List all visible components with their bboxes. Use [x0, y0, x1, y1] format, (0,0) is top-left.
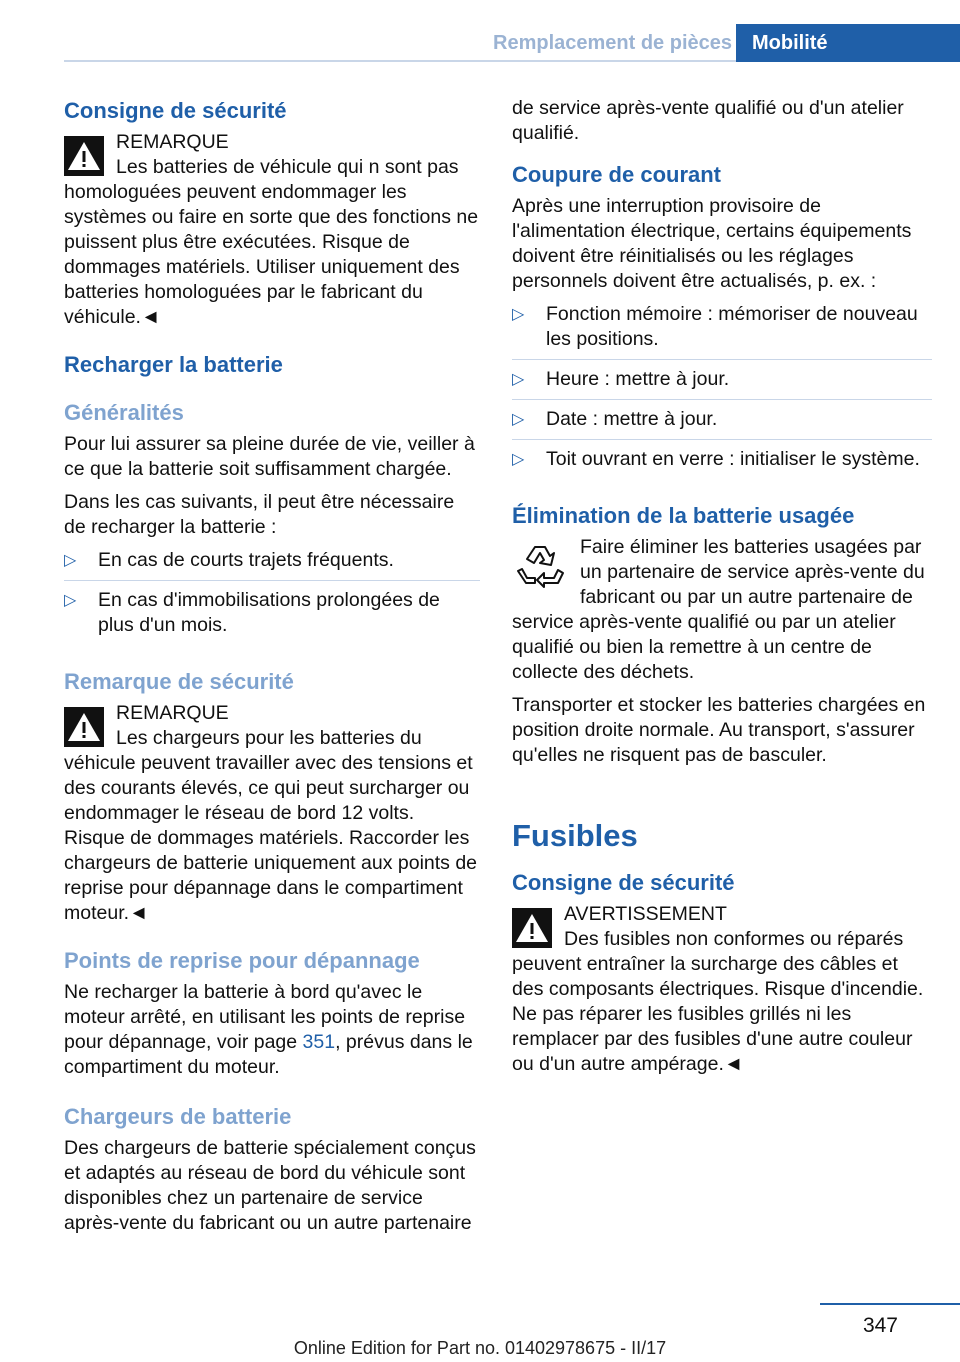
fuse-warning-block: [512, 902, 932, 1077]
header-rule: [64, 60, 736, 62]
disposal-paragraph: Faire éliminer les batteries usagées par un partenaire de service après-vente du fabricant ou par un autre partenaire de service après-vente qualifié ou par un atelier qualifié ou bien la remettre à un centre de collecte des déchets.: [512, 536, 925, 683]
general-heading: Généralités: [64, 400, 184, 425]
bullet-icon: ▷: [512, 411, 525, 428]
chargers-heading: Chargeurs de batterie: [64, 1104, 292, 1129]
points-heading: Points de reprise pour dépannage: [64, 948, 420, 973]
remark-heading: Remarque de sécurité: [64, 669, 294, 694]
footer-edition: Online Edition for Part no. 01402978675 - II/17: [293, 1338, 667, 1358]
bullet-icon: ▷: [512, 306, 525, 323]
remark-warning-block: [64, 701, 480, 926]
list-item: ▷ Date : mettre à jour.: [512, 407, 932, 440]
page-header: [0, 24, 960, 62]
header-chapter-tab: Mobilité: [736, 24, 960, 62]
disposal-block: [512, 535, 932, 685]
right-column: [512, 96, 932, 1077]
disposal-heading: Élimination de la batterie usagée: [512, 503, 855, 528]
bullet-icon: ▷: [512, 451, 525, 468]
charge-heading: Recharger la batterie: [64, 352, 283, 377]
bullet-icon: ▷: [64, 552, 77, 569]
header-section-title: Remplacement de pièces: [493, 32, 732, 54]
page-number: 347: [862, 1314, 898, 1337]
page-link[interactable]: 351: [302, 1031, 336, 1053]
safety-warning-block: [64, 130, 480, 330]
list-item: ▷ En cas de courts trajets fréquents.: [64, 548, 480, 581]
remark-label: REMARQUE: [116, 702, 229, 724]
list-item: ▷ Heure : mettre à jour.: [512, 367, 932, 400]
transport-paragraph: Transporter et stocker les batteries chargées en position droite normale. Au transport, s'assurer qu'elles ne risquent pas de basculer.: [512, 694, 926, 766]
power-heading: Coupure de courant: [512, 162, 722, 187]
fuses-heading: Fusibles: [512, 818, 638, 853]
left-column: [64, 96, 480, 1244]
footer-rule: [820, 1303, 960, 1305]
safety-text: Les batteries de véhicule qui n sont pas homologuées peuvent endommager les systèmes ou faire en sorte que des fonctions ne puissent plus être exécutées. Risque de dommages matériels. Utiliser uniquement des batteries homologuées par le fabricant du véhicule.◄: [64, 156, 479, 328]
list-item: ▷ Toit ouvrant en verre : initialiser le système.: [512, 448, 920, 470]
warning-triangle-icon: [512, 908, 552, 948]
general-paragraph-1: Pour lui assurer sa pleine durée de vie, veiller à ce que la batterie soit suffisamment chargée.: [64, 433, 475, 480]
warning-triangle-icon: [64, 136, 104, 176]
safety-heading: Consigne de sécurité: [64, 98, 287, 123]
continued-paragraph: de service après-vente qualifié ou d'un atelier qualifié.: [512, 97, 904, 144]
general-list: [64, 548, 480, 645]
power-list: [512, 302, 932, 479]
safety-label: REMARQUE: [116, 131, 229, 153]
chargers-paragraph: Des chargeurs de batterie spécialement conçus et adaptés au réseau de bord du véhicule sont disponibles chez un partenaire de service après-vente du fabricant ou un autre partenaire: [64, 1137, 476, 1234]
fuse-safety-heading: Consigne de sécurité: [512, 870, 735, 895]
fuse-text: Des fusibles non conformes ou réparés peuvent entraîner la surcharge des câbles et des composants électriques. Risque d'incendie. Ne pas réparer les fusibles grillés ni les remplacer par des fusibles d'une autre couleur ou d'un autre ampérage.◄: [512, 928, 924, 1075]
list-item: ▷ Fonction mémoire : mémoriser de nouveau les positions.: [512, 302, 932, 360]
warning-triangle-icon: [64, 707, 104, 747]
general-paragraph-2: Dans les cas suivants, il peut être nécessaire de recharger la batterie :: [64, 491, 455, 538]
bullet-icon: ▷: [64, 592, 77, 609]
bullet-icon: ▷: [512, 371, 525, 388]
remark-text: Les chargeurs pour les batteries du véhicule peuvent travailler avec des tensions et des courants élevés, ce qui peut surcharger ou endommager le réseau de bord 12 volts. Risque de dommages matériels. Raccorder les chargeurs de batterie uniquement aux points de reprise pour dépannage dans le compartiment moteur.◄: [64, 727, 478, 924]
power-paragraph: Après une interruption provisoire de l'alimentation électrique, certains équipements doivent être réinitialisés ou les réglages personnels doivent être actualisés, p. ex. :: [512, 195, 912, 292]
list-item: ▷ En cas d'immobilisations prolongées de plus d'un mois.: [64, 589, 440, 636]
recycle-icon: [514, 539, 566, 591]
fuse-label: AVERTISSEMENT: [564, 903, 727, 925]
points-paragraph: Ne recharger la batterie à bord qu'avec le moteur arrêté, en utilisant les points de reprise pour dépannage, voir page 351, prévus dans le compartiment du moteur.: [64, 981, 473, 1078]
